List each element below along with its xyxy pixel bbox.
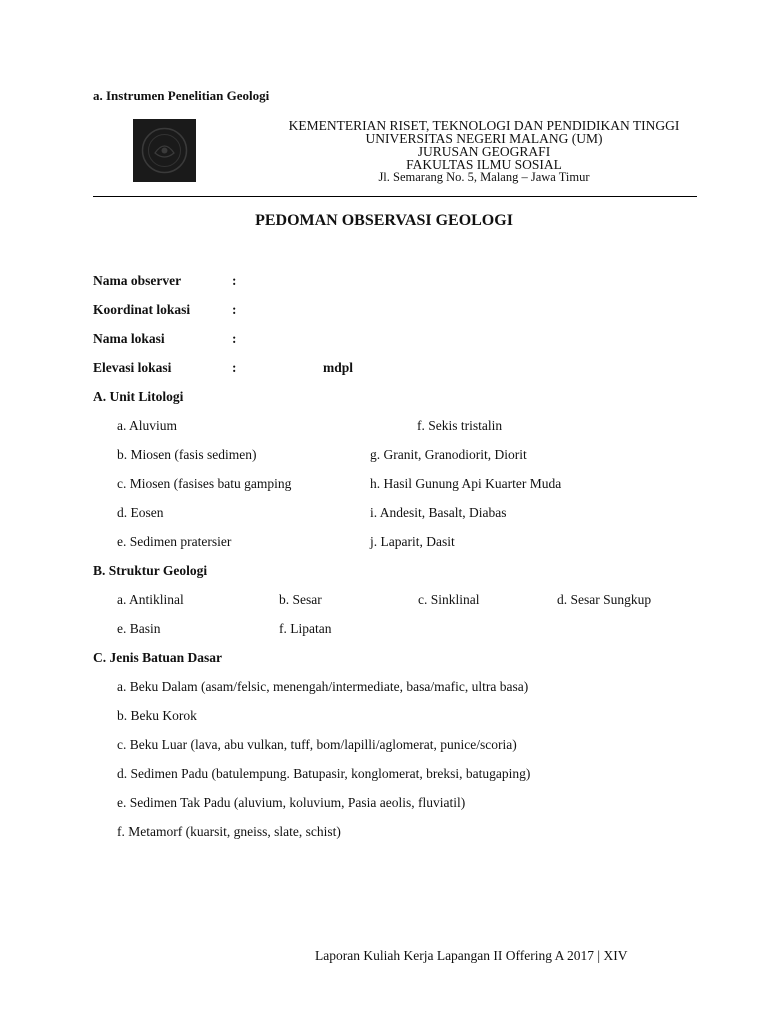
list-item: f. Lipatan (279, 621, 332, 636)
field-label-elevasi: Elevasi lokasi (93, 360, 172, 375)
field-colon: : (232, 331, 237, 346)
list-item: c. Beku Luar (lava, abu vulkan, tuff, bom/lapilli/aglomerat, punice/scoria) (117, 737, 517, 752)
list-item: d. Eosen (117, 505, 164, 520)
letterhead-address: Jl. Semarang No. 5, Malang – Jawa Timur (378, 170, 590, 184)
list-item: j. Laparit, Dasit (370, 534, 455, 549)
list-item: e. Sedimen Tak Padu (aluvium, koluvium, Pasia aeolis, fluviatil) (117, 795, 466, 810)
list-item: a. Beku Dalam (asam/felsic, menengah/intermediate, basa/mafic, ultra basa) (117, 679, 529, 694)
letterhead-department: JURUSAN GEOGRAFI (417, 144, 551, 159)
field-label-lokasi: Nama lokasi (93, 331, 165, 346)
university-seal-icon (133, 119, 196, 182)
jenis-batuan-title: C. Jenis Batuan Dasar (93, 650, 223, 665)
list-item: e. Basin (117, 621, 161, 636)
header-divider (93, 196, 697, 197)
letterhead-university: UNIVERSITAS NEGERI MALANG (UM) (365, 131, 603, 146)
list-item: b. Miosen (fasis sedimen) (117, 447, 257, 462)
field-label-koordinat: Koordinat lokasi (93, 302, 191, 317)
list-item: h. Hasil Gunung Api Kuarter Muda (370, 476, 562, 491)
list-item: e. Sedimen pratersier (117, 534, 232, 549)
field-colon: : (232, 360, 237, 375)
list-item: g. Granit, Granodiorit, Diorit (370, 447, 527, 462)
list-item: d. Sesar Sungkup (557, 592, 652, 607)
section-heading: a. Instrumen Penelitian Geologi (93, 88, 270, 103)
list-item: c. Miosen (fasises batu gamping (117, 476, 292, 491)
page-footer: Laporan Kuliah Kerja Lapangan II Offering A 2017 | XIV (315, 948, 628, 963)
field-unit-mdpl: mdpl (323, 360, 354, 375)
field-label-observer: Nama observer (93, 273, 182, 288)
unit-litologi-title: A. Unit Litologi (93, 389, 184, 404)
list-item: b. Beku Korok (117, 708, 197, 723)
struktur-geologi-title: B. Struktur Geologi (93, 563, 208, 578)
field-colon: : (232, 273, 237, 288)
list-item: f. Metamorf (kuarsit, gneiss, slate, schist) (117, 824, 341, 839)
list-item: b. Sesar (279, 592, 322, 607)
list-item: i. Andesit, Basalt, Diabas (370, 505, 507, 520)
list-item: d. Sedimen Padu (batulempung. Batupasir, konglomerat, breksi, batugaping) (117, 766, 531, 781)
list-item: c. Sinklinal (418, 592, 480, 607)
list-item: f. Sekis tristalin (417, 418, 503, 433)
letterhead (210, 119, 758, 184)
letterhead-ministry: KEMENTERIAN RISET, TEKNOLOGI DAN PENDIDIKAN TINGGI (288, 118, 680, 133)
field-colon: : (232, 302, 237, 317)
list-item: a. Aluvium (117, 418, 177, 433)
list-item: a. Antiklinal (117, 592, 184, 607)
letterhead-faculty: FAKULTAS ILMU SOSIAL (406, 157, 562, 172)
document-title: PEDOMAN OBSERVASI GEOLOGI (255, 212, 513, 229)
